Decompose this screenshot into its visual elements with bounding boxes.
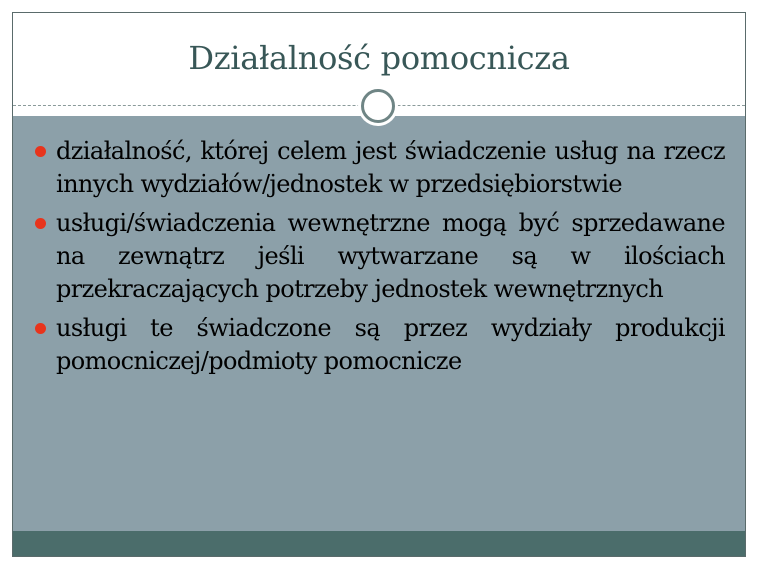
circle-ornament-icon [358, 86, 398, 126]
bullet-list [33, 135, 725, 384]
circle-ring [361, 89, 395, 123]
slide-title: Działalność pomocnicza [188, 39, 570, 77]
bullet-text: usługi/świadczenia wewnętrzne mogą być sprzedawane na zewnątrz jeśli wytwarzane są w ilościach przekraczających potrzeby jednostek wewnętrznych [56, 209, 725, 303]
footer-bar [13, 531, 745, 557]
bullet-dot-icon [35, 323, 46, 334]
bullet-item [33, 207, 725, 306]
slide [12, 12, 746, 557]
bullet-text: działalność, której celem jest świadczenie usług na rzecz innych wydziałów/jednostek w przedsiębiorstwie [56, 137, 725, 198]
bullet-text: usługi te świadczone są przez wydziały produkcji pomocniczej/podmioty pomocnicze [56, 314, 725, 375]
bullet-item [33, 135, 725, 201]
bullet-item [33, 312, 725, 378]
content-area [13, 116, 745, 531]
bullet-dot-icon [35, 146, 46, 157]
bullet-dot-icon [35, 218, 46, 229]
